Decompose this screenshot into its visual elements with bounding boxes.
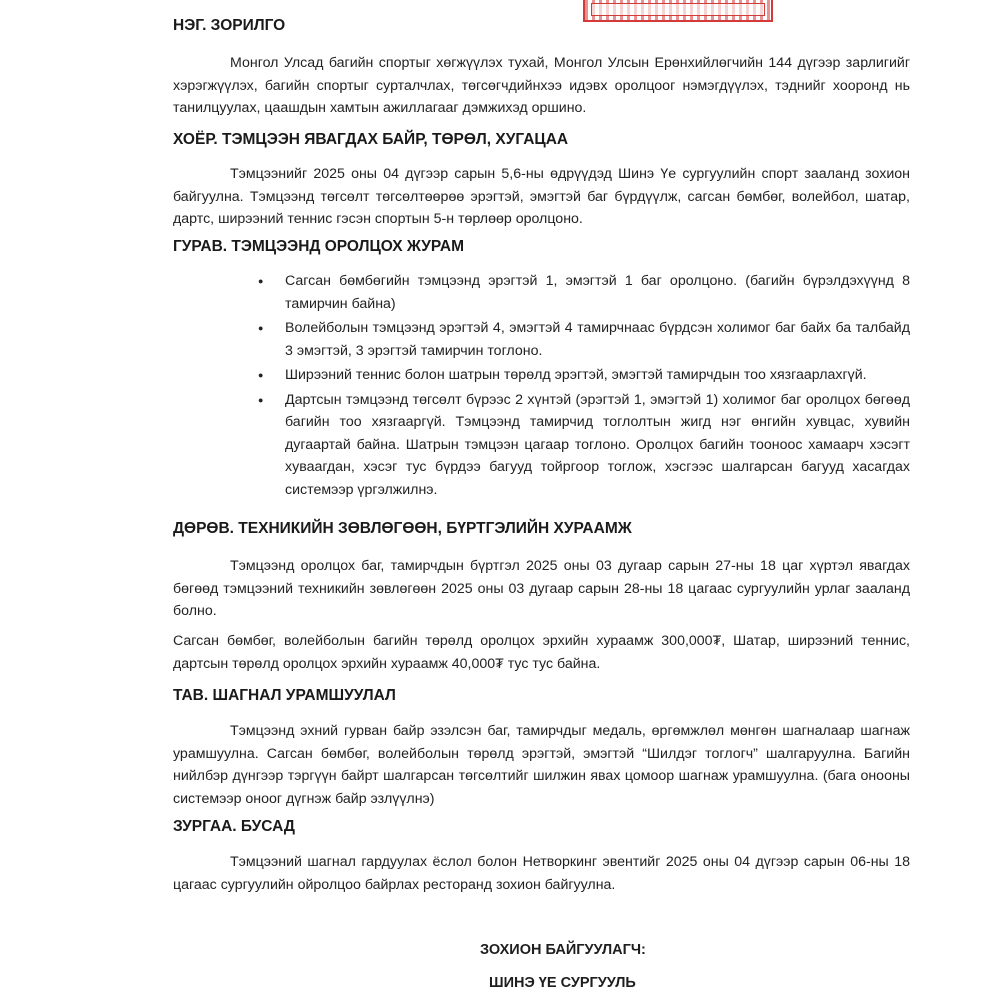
section-1-paragraph: Монгол Улсад багийн спортыг хөгжүүлэх тухай, Монгол Улсын Ерөнхийлөгчийн 144 дүгээр зарлигийг хэрэгжүүлэх, багийн спортыг сурталчлах, төгсөгчдийнхээ идэвх оролцоог нэмэгдүүлэх, тэднийг хооронд нь танилцуулах, цаашдын хамтын ажиллагааг дэмжихэд оршино.	[173, 55, 910, 116]
section-4-paragraph-2: Сагсан бөмбөг, волейболын багийн төрөлд оролцох эрхийн хураамж 300,000₮, Шатар, ширээний теннис, дартсын төрөлд оролцох эрхийн хураамж 40,000₮ тус тус байна.	[173, 633, 910, 672]
red-stamp-seal	[583, 0, 773, 22]
section-2-paragraph: Тэмцээнийг 2025 оны 04 дүгээр сарын 5,6-ны өдрүүдэд Шинэ Үе сургуулийн спорт зааланд зохион байгуулна. Тэмцээнд төгсөлт төгсөлтөөрөө эрэгтэй, эмэгтэй баг бүрдүүлж, сагсан бөмбөг, волейбол, шатар, дартс, ширээний теннис гэсэн спортын 5-н төрлөөр оролцоно.	[173, 166, 910, 227]
section-5-paragraph: Тэмцээнд эхний гурван байр эзэлсэн баг, тамирчдыг медаль, өргөмжлөл мөнгөн шагналаар шагнаж урамшуулна. Сагсан бөмбөг, волейболын төрөлд эрэгтэй, эмэгтэй “Шилдэг тоглогч” шалгаруулна. Багийн нийлбэр дүнгээр тэргүүн байрт шалгарсан төгсөлтийг шилжин явах цомоор шагнаж урамшуулна. (бага онооны системээр оноог дүгнэж байр эзлүүлнэ)	[173, 723, 910, 807]
organizer-label: ЗОХИОН БАЙГУУЛАГЧ:	[480, 942, 646, 958]
list-item: ● Волейболын тэмцээнд эрэгтэй 4, эмэгтэй 4 тамирчнаас бүрдсэн холимог баг байх ба талбайд 3 эмэгтэй, 3 эрэгтэй тамирчин тоглоно.	[285, 317, 910, 362]
rules-list	[285, 270, 910, 503]
section-3-heading: ГУРАВ. ТЭМЦЭЭНД ОРОЛЦОХ ЖУРАМ	[173, 238, 465, 255]
section-6-heading: ЗУРГАА. БУСАД	[173, 818, 295, 835]
section-2-heading: ХОЁР. ТЭМЦЭЭН ЯВАГДАХ БАЙР, ТӨРӨЛ, ХУГАЦАА	[173, 131, 569, 148]
section-4-heading: ДӨРӨВ. ТЕХНИКИЙН ЗӨВЛӨГӨӨН, БҮРТГЭЛИЙН ХУРААМЖ	[173, 520, 632, 537]
list-item: ● Ширээний теннис болон шатрын төрөлд эрэгтэй, эмэгтэй тамирчдын тоо хязгаарлахгүй.	[285, 364, 910, 387]
section-6-paragraph: Тэмцээний шагнал гардуулах ёслол болон Нетворкинг эвентийг 2025 оны 04 дүгээр сарын 06-ны 18 цагаас сургуулийн ойролцоо байрлах ресторанд зохион байгуулна.	[173, 854, 910, 893]
list-item: ● Дартсын тэмцээнд төгсөлт бүрээс 2 хүнтэй (эрэгтэй 1, эмэгтэй 1) холимог баг оролцох бөгөөд багийн тоо хязгааргүй. Тэмцээнд тамирчид тоглолтын жигд нэг өнгийн хувцас, хувийн дугаартай байна. Шатрын тэмцээн цагаар тоглоно. Оролцох багийн тооноос хамаарч хэсэгт хуваагдан, хэсэг тус бүрдээ багууд тойргоор тоглож, хэсгээс шалгарсан багууд хасагдах системээр үргэлжилнэ.	[285, 389, 910, 502]
section-4-paragraph-1: Тэмцээнд оролцох баг, тамирчдын бүртгэл 2025 оны 03 дугаар сарын 27-ны 18 цаг хүртэл явагдах бөгөөд тэмцээний техникийн зөвлөгөөн 2025 оны 03 дугаар сарын 28-ны 18 цагаас сургуулийн урлаг зааланд болно.	[173, 558, 910, 619]
list-item: ● Сагсан бөмбөгийн тэмцээнд эрэгтэй 1, эмэгтэй 1 баг оролцоно. (багийн бүрэлдэхүүнд 8 тамирчин байна)	[285, 270, 910, 315]
organizer-name: ШИНЭ ҮЕ СУРГУУЛЬ	[489, 975, 636, 991]
section-5-heading: ТАВ. ШАГНАЛ УРАМШУУЛАЛ	[173, 687, 396, 704]
section-1-heading: НЭГ. ЗОРИЛГО	[173, 17, 286, 34]
